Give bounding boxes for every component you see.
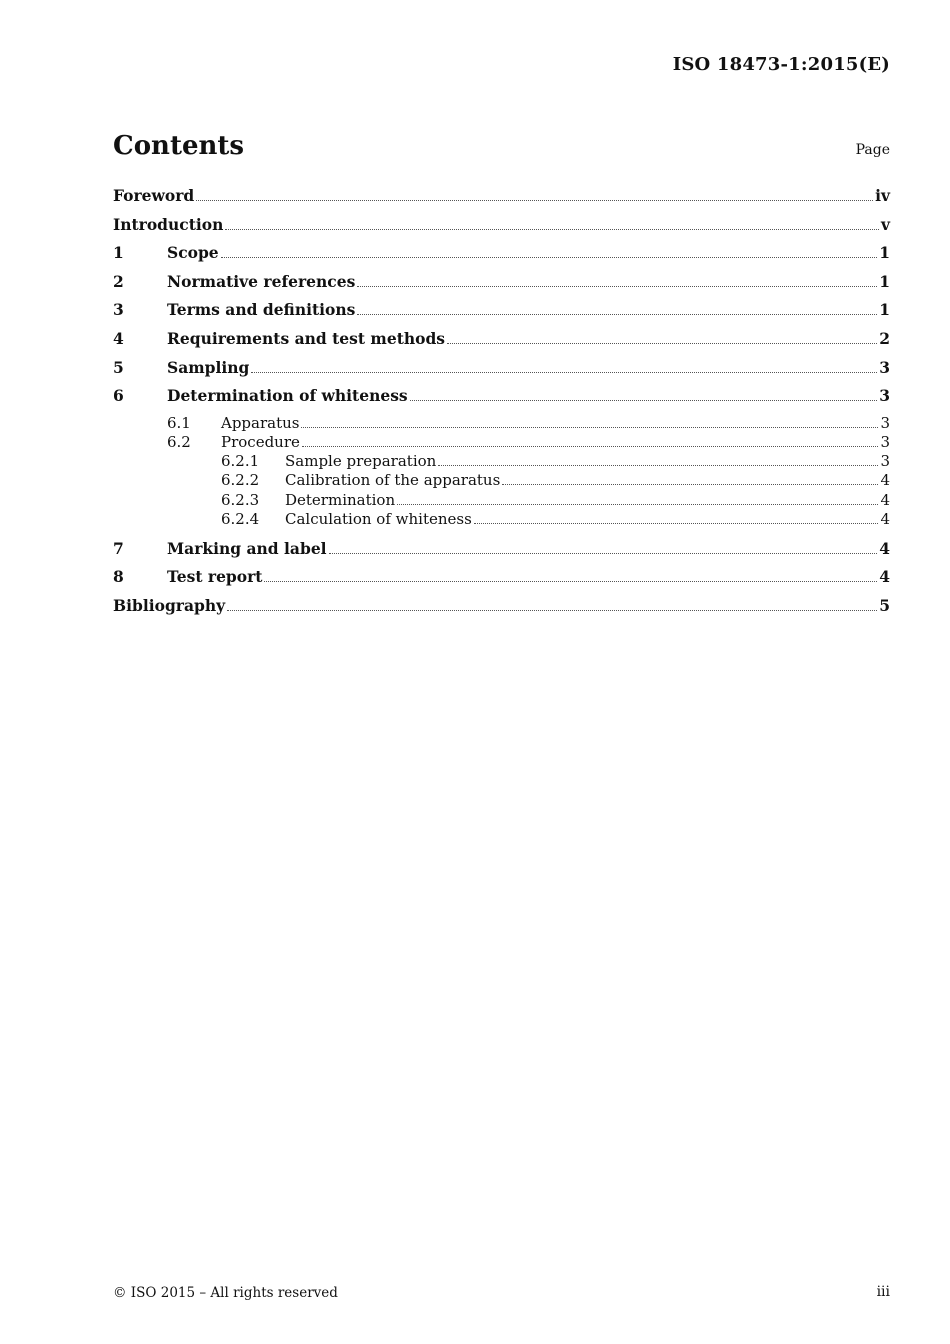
toc-entry-number: 2 [113,271,124,291]
dot-leader [502,483,878,485]
dot-leader [329,552,878,554]
toc-entry[interactable] [113,385,890,414]
toc-entry-title: Calibration of the apparatus [285,471,501,490]
toc-entry-number: 6.2.1 [221,452,260,471]
toc-entry-number: 6.2.4 [221,509,260,528]
toc-entry-title: Marking and label [167,538,327,558]
toc-entry-title: Determination [285,490,396,509]
toc-entry-number: 1 [113,243,124,263]
toc-entry-number: 4 [113,328,124,348]
toc-entry-title: Bibliography [113,596,226,616]
dot-leader [357,313,877,315]
toc-entry[interactable] [113,357,890,386]
table-of-contents [113,185,890,624]
toc-entry-number: 6.2.2 [221,471,260,490]
page-number: iii [876,1284,890,1300]
toc-entry-page: 1 [879,300,890,320]
toc-entry-title: Procedure [221,432,300,451]
toc-entry[interactable] [113,491,890,510]
toc-entry-page: 4 [880,490,890,509]
dot-leader [447,342,877,344]
toc-entry[interactable] [113,214,890,243]
toc-entry-page: 3 [879,386,890,406]
dot-leader [225,228,879,230]
toc-entry-number: 6.2.3 [221,490,260,509]
toc-entry-title: Calculation of whiteness [285,509,472,528]
toc-entry-title: Test report [167,567,263,587]
page-column-label: Page [855,142,890,158]
dot-leader [301,426,878,428]
toc-entry-title: Requirements and test methods [167,328,446,348]
dot-leader [196,199,873,201]
dot-leader [251,371,877,373]
document-reference: ISO 18473-1:2015(E) [672,54,890,75]
toc-entry-title: Introduction [113,214,224,234]
toc-entry-number: 5 [113,357,124,377]
toc-entry-page: 3 [880,432,890,451]
toc-entry[interactable] [113,510,890,529]
copyright-notice: © ISO 2015 – All rights reserved [113,1285,338,1301]
toc-entry[interactable] [113,433,890,452]
toc-entry-number: 6.1 [167,413,191,432]
toc-entry[interactable] [113,185,890,214]
toc-entry-number: 3 [113,300,124,320]
toc-entry-number: 8 [113,567,124,587]
toc-entry[interactable] [113,566,890,595]
toc-entry[interactable] [113,242,890,271]
toc-entry[interactable] [113,452,890,471]
toc-entry-title: Sample preparation [285,452,437,471]
toc-entry[interactable] [113,328,890,357]
toc-entry[interactable] [113,471,890,490]
toc-entry-title: Scope [167,243,219,263]
dot-leader [264,580,877,582]
toc-entry-page: iv [875,186,890,205]
page-title: Contents [113,131,245,161]
toc-entry-page: 4 [880,509,890,528]
toc-entry-title: Normative references [167,271,356,291]
toc-entry[interactable] [113,414,890,433]
toc-entry[interactable] [113,299,890,328]
toc-entry[interactable] [113,271,890,300]
toc-entry-page: 3 [879,357,890,377]
toc-entry-page: 3 [880,452,890,471]
toc-entry-number: 6 [113,386,124,406]
toc-entry-title: Terms and definitions [167,300,356,320]
toc-entry-page: 3 [880,413,890,432]
dot-leader [302,445,879,447]
toc-entry-page: 4 [879,538,890,558]
toc-entry-page: 1 [879,271,890,291]
toc-entry-page: 4 [879,567,890,587]
toc-entry-page: 1 [879,243,890,263]
toc-entry[interactable] [113,538,890,567]
toc-entry-number: 6.2 [167,432,191,451]
dot-leader [397,503,878,505]
toc-entry-number: 7 [113,538,124,558]
dot-leader [357,285,877,287]
toc-entry-title: Foreword [113,186,195,205]
dot-leader [221,256,878,258]
toc-entry-page: 2 [879,328,890,348]
dot-leader [438,464,878,466]
toc-entry-title: Apparatus [221,413,300,432]
toc-entry-page: 4 [880,471,890,490]
toc-entry-page: 5 [879,596,890,616]
toc-entry-title: Determination of whiteness [167,386,408,406]
toc-entry[interactable] [113,595,890,624]
toc-entry-title: Sampling [167,357,250,377]
dot-leader [227,609,877,611]
toc-entry-page: v [880,214,890,234]
dot-leader [410,399,878,401]
dot-leader [474,522,879,524]
